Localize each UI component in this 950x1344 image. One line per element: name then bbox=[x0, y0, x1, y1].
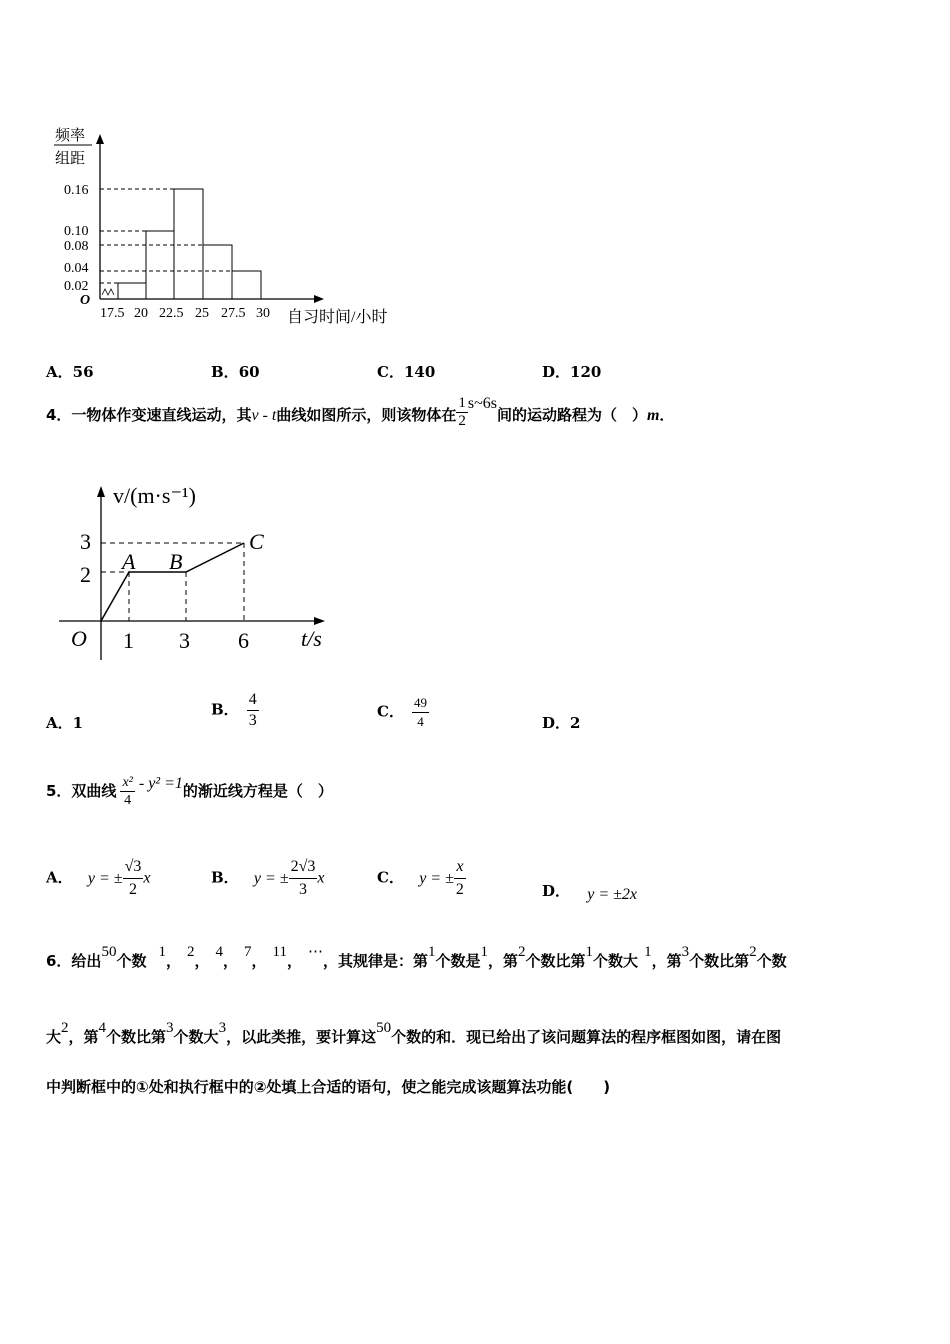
question-6-line-1: 6．给出50个数 1， 2， 4， 7， 11， ⋯，其规律是：第1个数是1，第2个数比第1个数大 1，第3个数比第2个数 bbox=[46, 944, 787, 970]
question-6-line-2: 大2，第4个数比第3个数大3，以此类推，要计算这50个数的和．现已给出了该问题算法的程序框图如图，请在图 bbox=[46, 1020, 782, 1046]
hist-ylabel-bottom: 组距 bbox=[55, 151, 86, 167]
hist-ytick: 0.10 bbox=[64, 224, 89, 239]
hist-ylabel-top: 频率 bbox=[55, 128, 86, 144]
vt-ytick: 3 bbox=[80, 529, 91, 554]
hist-bar-4 bbox=[203, 245, 232, 299]
q4-fraction: $\frac{1}{2}$ bbox=[458, 395, 466, 429]
q5-option-b[interactable]: B． y = ± $\frac{2√3}{3}$ x bbox=[211, 858, 325, 898]
hist-xtick: 25 bbox=[195, 306, 209, 321]
hist-bar-5 bbox=[232, 271, 261, 299]
hist-xtick: 20 bbox=[134, 306, 148, 321]
q3-option-d[interactable]: D．120 bbox=[542, 363, 602, 381]
question-4-stem: 4．一物体作变速直线运动，其v - t曲线如图所示，则该物体在 $\frac{1}{2}$ s~6s间的运动路程为（ ）m． bbox=[46, 395, 675, 429]
hist-ytick: 0.16 bbox=[64, 183, 89, 198]
q4-option-a[interactable]: A．1 bbox=[46, 714, 84, 732]
vt-point-c: C bbox=[249, 529, 264, 554]
question-6-line-3: 中判断框中的①处和执行框中的②处填上合适的语句，使之能完成该题算法功能( ) bbox=[46, 1078, 611, 1096]
q3-option-c[interactable]: C．140 bbox=[377, 363, 436, 381]
q5-option-a[interactable]: A． y = ± $\frac{√3}{2}$ x bbox=[46, 858, 151, 898]
hist-bar-2 bbox=[146, 231, 174, 299]
q4-option-b[interactable]: B． $\frac{4}{3}$ bbox=[211, 691, 257, 729]
question-5-stem: 5．双曲线 $\frac{\text{x²}}{4}$ - y² =1的渐近线方程是（ ） bbox=[46, 775, 333, 808]
vt-ylabel: v/(m·s⁻¹) bbox=[113, 483, 196, 508]
hist-bar-3 bbox=[174, 189, 203, 299]
vt-xtick: 1 bbox=[123, 628, 134, 653]
hist-ytick: 0.08 bbox=[64, 239, 89, 254]
hist-ytick: 0.02 bbox=[64, 279, 89, 294]
q3-option-a[interactable]: A．56 bbox=[46, 363, 94, 381]
frequency-histogram bbox=[40, 118, 420, 333]
hist-xlabel: 自习时间/小时 bbox=[287, 309, 388, 326]
q5-fraction: $\frac{\text{x²}}{4}$ bbox=[122, 775, 133, 808]
hist-xtick: 22.5 bbox=[159, 306, 184, 321]
hist-xtick: 27.5 bbox=[221, 306, 246, 321]
vt-point-a: A bbox=[122, 549, 136, 574]
q5-option-d[interactable]: D． y = ±2x bbox=[542, 882, 638, 903]
vt-xlabel: t/s bbox=[301, 626, 322, 651]
vt-origin: O bbox=[71, 626, 87, 651]
q4-option-c[interactable]: C． $\frac{49}{4}$ bbox=[377, 695, 427, 729]
vt-xtick: 3 bbox=[179, 628, 190, 653]
velocity-time-graph bbox=[55, 478, 345, 668]
hist-ytick: 0.04 bbox=[64, 261, 89, 276]
vt-point-b: B bbox=[169, 549, 183, 574]
hist-origin: O bbox=[80, 293, 91, 308]
hist-xtick: 17.5 bbox=[100, 306, 125, 321]
vt-xtick: 6 bbox=[238, 628, 249, 653]
hist-xtick: 30 bbox=[256, 306, 270, 321]
q4-option-d[interactable]: D．2 bbox=[542, 714, 581, 732]
q3-option-b[interactable]: B．60 bbox=[211, 363, 260, 381]
q5-option-c[interactable]: C． y = ± $\frac{x}{2}$ bbox=[377, 858, 464, 898]
hist-bar-1 bbox=[118, 283, 146, 299]
vt-ytick: 2 bbox=[80, 562, 91, 587]
